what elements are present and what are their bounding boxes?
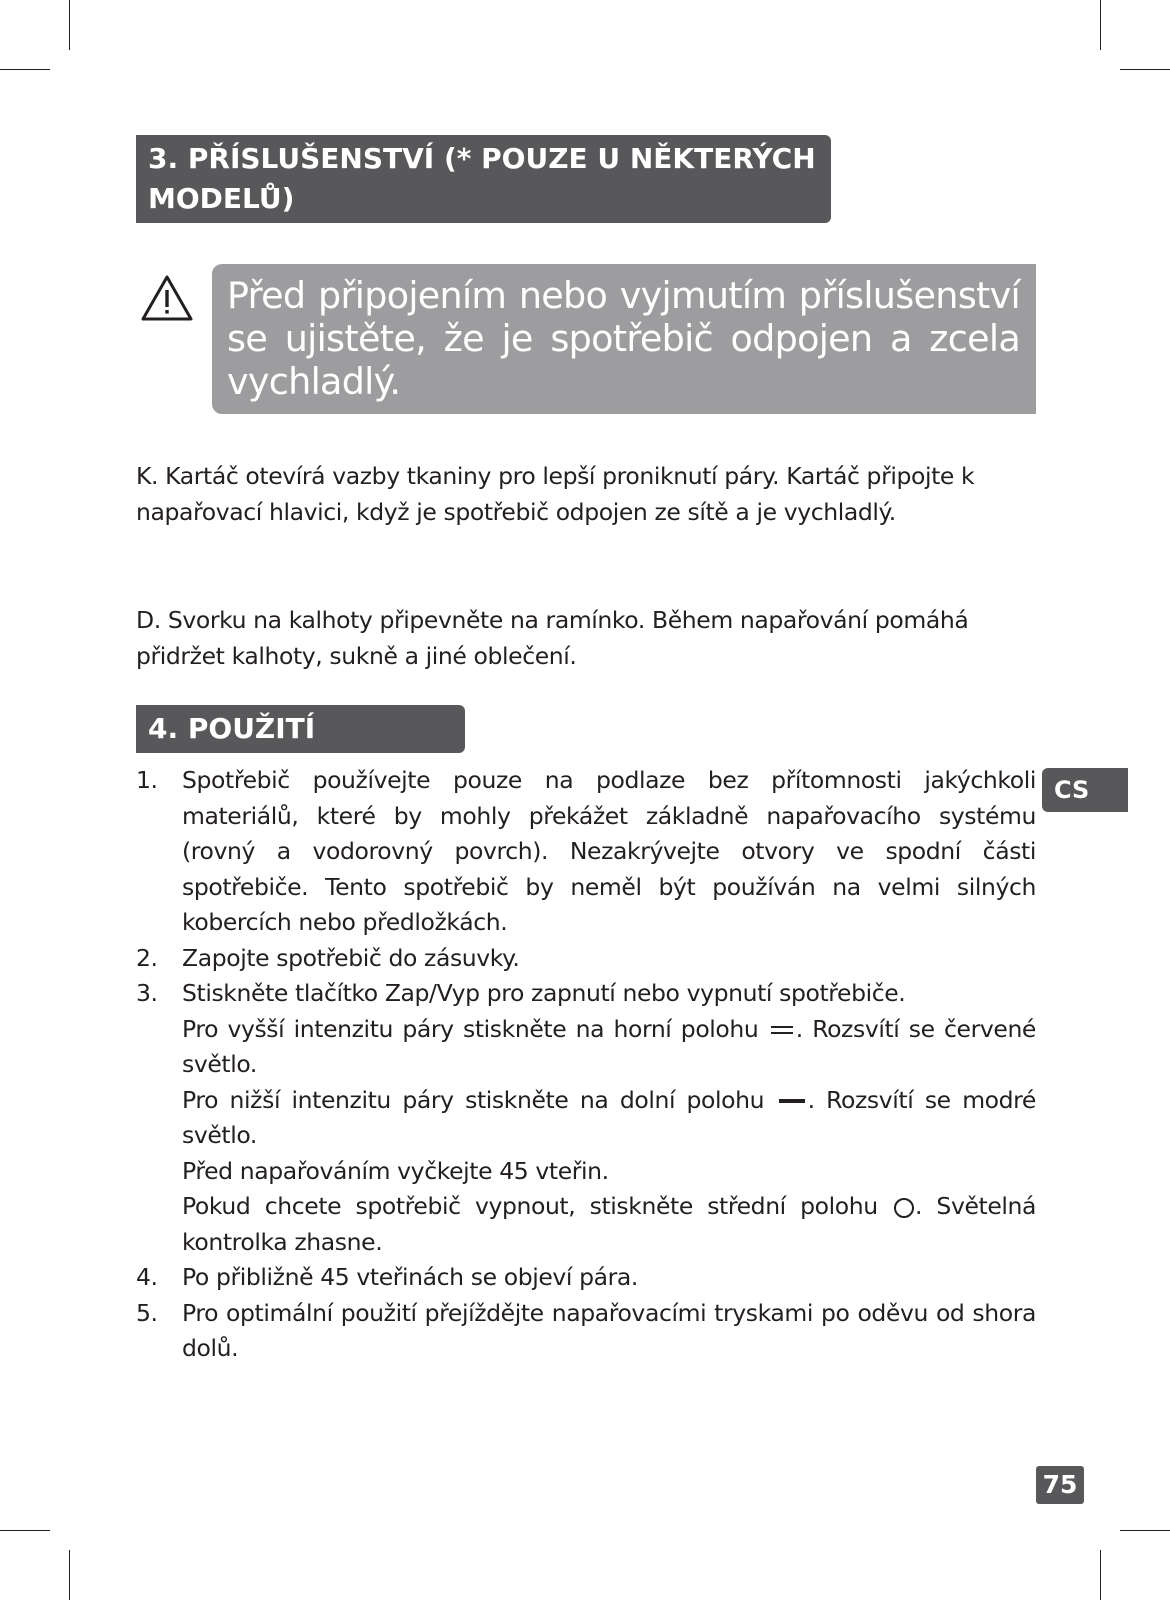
step-3-line: Pokud chcete spotřebič vypnout, stiskněte střední polohu . Světelná kontrolka zhasne.: [182, 1192, 1037, 1256]
step-text: [182, 976, 1036, 1260]
crop-mark: [0, 69, 50, 70]
paragraph-trouser-clip: D. Svorku na kalhoty připevněte na ramínko. Během napařování pomáhá přidržet kalhoty, sukně a jiné oblečení.: [136, 606, 969, 670]
step-3-line: Pro nižší intenzitu páry stiskněte na dolní polohu . Rozsvítí se modré světlo.: [182, 1085, 1036, 1149]
step-number: 3.: [136, 979, 158, 1007]
step-3-line: Pro vyšší intenzitu páry stiskněte na horní polohu . Rozsvítí se červené světlo.: [182, 1014, 1036, 1078]
warning-text: Před připojením nebo vyjmutím příslušenství se ujistěte, že je spotřebič odpojen a zcela vychladlý.: [227, 274, 1020, 403]
single-bar-icon: [779, 1094, 805, 1108]
step-text: Spotřebič používejte pouze na podlaze bez přítomnosti jakýchkoli materiálů, které by mohly překážet základně napařovacího systému (rovný a vodorovný povrch). Nezakrývejte otvory ve spodní části spotřebiče. Tento spotřebič by neměl být používán na velmi silných kobercích nebo předložkách.: [182, 766, 1036, 936]
step-3-line: Stiskněte tlačítko Zap/Vyp pro zapnutí nebo vypnutí spotřebiče.: [182, 979, 906, 1007]
warning-triangle-icon: [140, 274, 194, 322]
step-number: 5.: [136, 1298, 158, 1327]
step-number: 4.: [136, 1263, 158, 1291]
crop-mark: [1120, 1530, 1170, 1531]
language-tab: CS: [1042, 768, 1128, 812]
list-item: [136, 941, 1036, 977]
paragraph-brush: K. Kartáč otevírá vazby tkaniny pro lepší proniknutí páry. Kartáč připojte k napařovací hlavici, když je spotřebič odpojen ze sítě a je vychladlý.: [136, 462, 975, 526]
crop-mark: [1100, 1550, 1101, 1600]
circle-icon: [894, 1198, 914, 1218]
list-item: [136, 763, 1036, 941]
step-3-line: Před napařováním vyčkejte 45 vteřin.: [182, 1156, 609, 1185]
list-item: [136, 1260, 1036, 1296]
step-number: 1.: [136, 766, 158, 794]
step-text: Po přibližně 45 vteřinách se objeví pára.: [182, 1263, 638, 1291]
section-3-heading: [136, 135, 831, 223]
crop-mark: [1100, 0, 1101, 50]
crop-mark: [69, 1550, 70, 1600]
section-3-title-line2: MODELŮ): [148, 182, 295, 215]
list-item: [136, 976, 1036, 1260]
step-text: Zapojte spotřebič do zásuvky.: [182, 943, 520, 972]
page-number: 75: [1036, 1466, 1084, 1504]
section-4-heading: 4. POUŽITÍ: [136, 705, 465, 753]
crop-mark: [0, 1530, 50, 1531]
list-item: [136, 1296, 1036, 1367]
double-bar-icon: [771, 1023, 793, 1037]
warning-box: [212, 264, 1036, 414]
usage-steps-list: [136, 763, 1036, 1367]
crop-mark: [69, 0, 70, 50]
section-3-title-line1: 3. PŘÍSLUŠENSTVÍ (* POUZE U NĚKTERÝCH: [148, 142, 816, 175]
step-number: 2.: [136, 943, 158, 972]
step-text: Pro optimální použití přejíždějte napařovacími tryskami po oděvu od shora dolů.: [182, 1298, 1036, 1362]
crop-mark: [1120, 69, 1170, 70]
